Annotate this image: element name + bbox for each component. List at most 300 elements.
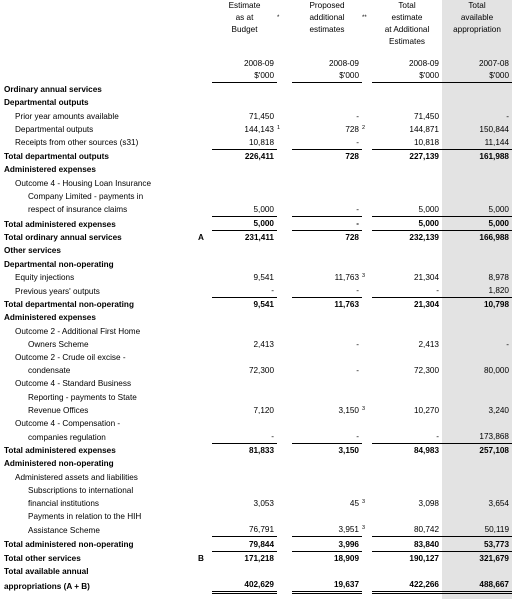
header-col1-line2: as at [235,13,254,22]
value-cell [292,324,362,337]
table-row [0,190,512,203]
value-cell [372,176,442,189]
row-label: Other services [4,246,61,256]
footnote-ref [362,565,372,578]
row-label: respect of insurance claims [28,205,128,215]
table-row [0,351,512,364]
footnote-ref [362,444,372,458]
value-cell [442,190,512,203]
table-row [0,257,512,270]
footnote-ref [362,244,372,257]
row-marker [198,430,212,444]
row-label: appropriations (A + B) [4,581,90,591]
table-row [0,149,512,163]
row-label: Previous years' outputs [15,286,100,296]
row-marker [198,523,212,537]
footnote-ref [277,457,292,470]
row-label: condensate [28,366,71,376]
value-cell [292,190,362,203]
footnote-ref [362,284,372,298]
value-cell [442,96,512,109]
row-marker [198,257,212,270]
row-marker [198,390,212,403]
value-cell: 79,844 [212,537,277,551]
footnote-ref [277,203,292,217]
row-marker [198,578,212,593]
row-label: Departmental outputs [15,124,94,134]
row-marker [198,377,212,390]
value-cell: 2,413 [253,339,274,349]
header-unit-col3: $'000 [372,70,442,83]
row-marker [198,565,212,578]
value-cell [442,565,512,578]
value-cell [292,351,362,364]
row-marker [198,457,212,470]
value-cell [292,257,362,270]
value-cell: 402,629 [212,578,277,593]
header-col2-footnote: ** [362,15,367,21]
row-label: Ordinary annual services [4,85,102,95]
footnote-ref [277,364,292,377]
value-cell [212,377,277,390]
value-cell: 21,304 [372,298,442,312]
row-marker [198,444,212,458]
value-cell [372,163,442,176]
footnote-ref [277,377,292,390]
value-cell: - [436,432,439,442]
footnote-ref [362,510,372,523]
row-label: Outcome 4 - Housing Loan Insurance [15,178,152,188]
table-row [0,123,512,136]
row-label: Company Limited - payments in [28,191,144,201]
footnote-ref: 1 [277,124,281,131]
value-cell [372,484,442,497]
value-cell: - [356,432,359,442]
value-cell: 5,000 [253,204,274,214]
header-col2-line2: additional [309,13,345,22]
row-marker [198,324,212,337]
row-marker [198,136,212,150]
value-cell [372,324,442,337]
value-cell: 45 [349,499,359,508]
footnote-ref [277,484,292,497]
row-marker [198,149,212,163]
value-cell [292,565,362,578]
footnote-ref [277,109,292,122]
header-col1-line3: Budget [231,25,258,34]
table-row [0,404,512,417]
table-row [0,417,512,430]
table-row [0,324,512,337]
value-cell [442,163,512,176]
value-cell [212,190,277,203]
footnote-ref [277,444,292,458]
footnote-ref [277,136,292,150]
footnote-ref [362,484,372,497]
value-cell: 3,996 [292,537,362,551]
value-cell [372,351,442,364]
row-marker: B [198,553,204,563]
value-cell [442,324,512,337]
row-label: Total available annual [4,566,89,576]
value-cell [442,470,512,483]
value-cell: 1,820 [488,286,509,295]
table-row [0,284,512,298]
table-row [0,216,512,230]
table-row [0,83,512,97]
row-marker [198,83,212,97]
value-cell: 9,541 [212,298,277,312]
value-cell [372,457,442,470]
row-marker [198,271,212,284]
row-marker [198,163,212,176]
footnote-ref [277,163,292,176]
value-cell [442,390,512,403]
value-cell: 231,411 [212,231,277,245]
value-cell: 80,742 [413,525,439,535]
value-cell [372,470,442,483]
row-marker: A [198,233,204,243]
row-label: Total administered non-operating [4,540,134,550]
table-row [0,390,512,403]
value-cell: 76,791 [248,525,274,535]
header-unit-col2: $'000 [292,70,362,83]
table-row [0,136,512,150]
table-row [0,510,512,523]
value-cell [292,83,362,97]
row-label: Reporting - payments to State [28,392,137,402]
table-row [0,311,512,324]
row-marker [198,298,212,312]
value-cell: 144,871 [409,124,439,134]
header-col3-line4: Estimates [389,37,425,46]
row-label: Outcome 2 - Additional First Home [15,326,141,336]
value-cell: 171,218 [212,551,277,565]
footnote-ref [277,271,292,284]
row-marker [198,497,212,510]
footnote-ref: 3 [362,272,366,279]
value-cell [292,470,362,483]
header-col3-line3: at Additional [384,25,430,34]
row-marker [198,338,212,351]
row-marker [198,203,212,217]
row-marker [198,123,212,136]
header-year-col2: 2008-09 [328,59,359,68]
value-cell: 5,000 [442,216,512,230]
value-cell [212,390,277,403]
table-row [0,497,512,510]
value-cell: 150,844 [479,124,509,134]
value-cell: - [356,339,359,349]
value-cell [372,190,442,203]
value-cell: 80,000 [483,366,509,376]
footnote-ref: 3 [362,405,366,412]
value-cell [212,470,277,483]
value-cell [442,457,512,470]
value-cell: 8,978 [488,272,509,282]
value-cell [212,244,277,257]
value-cell [292,311,362,324]
footnote-ref [362,390,372,403]
footnote-ref [277,96,292,109]
row-marker [198,284,212,298]
value-cell [212,510,277,523]
table-row [0,444,512,458]
header-col2-line3: estimates [309,25,345,34]
table-row [0,364,512,377]
footnote-ref [277,510,292,523]
table-row [0,298,512,312]
footnote-ref [277,231,292,245]
value-cell: 71,450 [413,111,439,121]
footnote-ref [362,311,372,324]
value-cell [292,176,362,189]
value-cell: 3,098 [418,499,439,508]
value-cell: 11,763 [292,298,362,312]
value-cell: - [356,204,359,214]
value-cell [292,457,362,470]
value-cell [372,244,442,257]
value-cell [372,257,442,270]
footnote-ref [362,203,372,217]
row-marker [198,417,212,430]
table-row [0,430,512,444]
row-label: Total administered expenses [4,446,116,456]
value-cell [372,417,442,430]
row-marker [198,96,212,109]
row-marker [198,510,212,523]
header-year-col1: 2008-09 [243,59,274,68]
row-marker [198,364,212,377]
value-cell [442,510,512,523]
footnote-ref [362,257,372,270]
value-cell [212,311,277,324]
value-cell: 9,541 [253,272,274,282]
value-cell: - [506,111,509,121]
value-cell: 321,679 [442,551,512,565]
value-cell: 3,150 [292,444,362,458]
footnote-ref [277,284,292,298]
value-cell [372,390,442,403]
row-marker [198,351,212,364]
footnote-ref: 2 [362,124,366,131]
value-cell [442,257,512,270]
footnote-ref [277,149,292,163]
value-cell: 19,637 [292,578,362,593]
table-row [0,176,512,189]
value-cell: 3,951 [338,525,359,535]
value-cell [372,565,442,578]
value-cell [212,457,277,470]
value-cell: 72,300 [248,366,274,376]
value-cell: 3,654 [488,499,509,508]
value-cell: 144,143 [244,124,274,134]
row-label: Total ordinary annual services [4,233,122,243]
header-col3-line2: estimate [391,13,423,22]
table-row [0,231,512,245]
row-label: Outcome 4 - Standard Business [15,379,132,389]
footnote-ref [277,298,292,312]
value-cell [212,324,277,337]
value-cell: - [356,111,359,121]
row-marker [198,537,212,551]
row-label: Subscriptions to international [28,485,134,495]
value-cell: 10,818 [248,137,274,147]
row-label: companies regulation [28,432,106,442]
header-col1-line1: Estimate [228,1,261,10]
header-spacer [0,0,198,12]
footnote-ref [277,351,292,364]
table-row [0,271,512,284]
value-cell: 72,300 [413,366,439,376]
value-cell: 5,000 [488,204,509,214]
footnote-ref [277,190,292,203]
value-cell: 166,988 [442,231,512,245]
value-cell [372,83,442,97]
row-label: Outcome 4 - Compensation - [15,418,121,428]
value-cell: 84,983 [372,444,442,458]
row-label: Equity injections [15,272,75,282]
table-row [0,338,512,351]
value-cell: 728 [292,231,362,245]
value-cell [442,351,512,364]
value-cell [372,510,442,523]
footnote-ref [362,109,372,122]
footnote-ref [277,83,292,97]
footnote-ref [277,324,292,337]
footnote-ref [277,390,292,403]
row-marker [198,216,212,230]
value-cell: 81,833 [212,444,277,458]
footnote-ref [362,176,372,189]
footnote-ref [277,537,292,551]
footnote-ref [277,244,292,257]
value-cell: 71,450 [248,111,274,121]
header-col1-footnote: * [277,15,280,21]
footnote-ref [277,404,292,417]
value-cell: 18,909 [292,551,362,565]
footnote-ref [362,96,372,109]
value-cell: 10,818 [413,137,439,147]
table-row [0,457,512,470]
header-year-col4: 2007-08 [478,59,509,68]
value-cell [212,163,277,176]
footnote-ref [362,136,372,150]
footnote-ref [362,149,372,163]
footnote-ref: 3 [362,525,366,532]
value-cell: 227,139 [372,149,442,163]
row-marker [198,484,212,497]
table-row [0,551,512,565]
footnote-ref [362,417,372,430]
footnote-ref [277,257,292,270]
table-row [0,523,512,537]
value-cell [442,417,512,430]
footnote-ref [362,231,372,245]
table-row [0,578,512,593]
footnote-ref [277,578,292,593]
value-cell: 21,304 [413,272,439,282]
value-cell: 11,144 [484,137,509,147]
row-label: Total departmental outputs [4,152,109,162]
value-cell [292,510,362,523]
value-cell [212,351,277,364]
value-cell [292,163,362,176]
row-marker [198,311,212,324]
footnote-ref [362,324,372,337]
value-cell: 226,411 [212,149,277,163]
footnote-ref [362,338,372,351]
value-cell [212,484,277,497]
row-label: Administered expenses [4,313,96,323]
value-cell: 83,840 [372,537,442,551]
footnote-ref [277,338,292,351]
footnote-ref [277,430,292,444]
footnote-ref [277,565,292,578]
table-row [0,377,512,390]
value-cell: 50,119 [484,525,509,535]
value-cell [292,96,362,109]
value-cell: 10,798 [442,298,512,312]
value-cell: - [356,286,359,295]
row-label: Payments in relation to the HIH [28,512,142,522]
row-label: Prior year amounts available [15,111,119,121]
value-cell: 5,000 [212,216,277,230]
value-cell: 10,270 [413,405,439,415]
footnote-ref [362,457,372,470]
value-cell [212,417,277,430]
row-label: Administered assets and liabilities [15,472,138,482]
header-col2-line1: Proposed [309,1,345,10]
row-marker [198,244,212,257]
value-cell: 728 [345,124,359,134]
value-cell: 53,773 [442,537,512,551]
footnote-ref [362,163,372,176]
value-cell: - [271,432,274,442]
row-marker [198,470,212,483]
row-label: Revenue Offices [28,405,89,415]
row-label: Total administered expenses [4,219,116,229]
value-cell: 3,240 [488,405,509,415]
table-row [0,484,512,497]
row-marker [198,176,212,189]
row-marker [198,190,212,203]
header-unit-col4: $'000 [442,70,512,83]
table-row [0,109,512,122]
value-cell: 5,000 [372,216,442,230]
row-label: Receipts from other sources (s31) [15,138,139,148]
footnote-ref [362,430,372,444]
value-cell: 2,413 [418,339,439,349]
value-cell: - [356,366,359,376]
value-cell [292,377,362,390]
row-label: Administered expenses [4,165,96,175]
table-row [0,537,512,551]
footnote-ref [362,216,372,230]
value-cell: 257,108 [442,444,512,458]
table-row [0,244,512,257]
value-cell: - [436,286,439,295]
header-col3-line1: Total [398,1,416,10]
footnote-ref [362,551,372,565]
value-cell [292,244,362,257]
footnote-ref [362,298,372,312]
row-label: Administered non-operating [4,459,114,469]
value-cell [212,96,277,109]
value-cell [442,311,512,324]
row-label: Departmental non-operating [4,259,114,269]
row-label: Total departmental non-operating [4,300,134,310]
